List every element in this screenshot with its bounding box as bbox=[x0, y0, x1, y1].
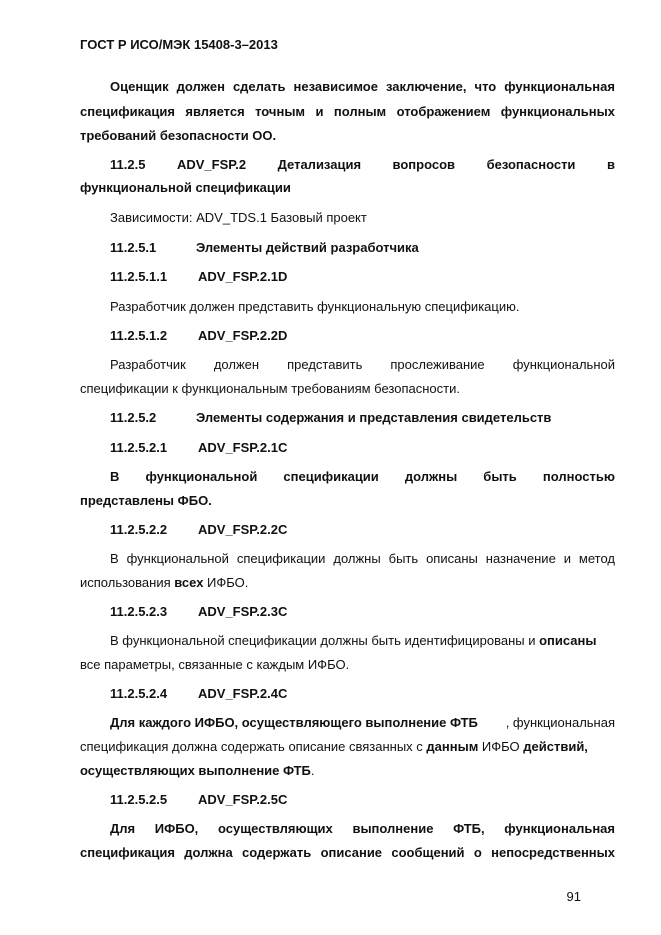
heading-number: 11.2.5.2.5 bbox=[110, 792, 168, 807]
text-run: ИФБО. bbox=[203, 575, 249, 590]
para-11-2-5-2-5-line2 bbox=[80, 845, 615, 861]
text-run: использования bbox=[80, 575, 175, 590]
word: заключение, bbox=[385, 79, 467, 94]
para1-line1 bbox=[110, 79, 615, 95]
text-run-bold: данным bbox=[426, 739, 479, 754]
heading-11-2-5-2-5 bbox=[110, 792, 287, 808]
word: представить bbox=[287, 357, 363, 372]
word: функциональной bbox=[512, 357, 615, 372]
word: В bbox=[110, 469, 120, 484]
word: полностью bbox=[542, 469, 615, 484]
heading-title: ADV_FSP.2.1C bbox=[198, 440, 288, 455]
heading-title: ADV_FSP.2.2D bbox=[198, 328, 288, 343]
heading-title: ADV_FSP.2.1D bbox=[198, 269, 288, 284]
word: ADV_FSP.2 bbox=[176, 157, 247, 172]
text-run: , функциональная bbox=[505, 715, 615, 730]
text-run-bold: осуществляющих выполнение ФТБ bbox=[80, 763, 311, 778]
word: в bbox=[606, 157, 615, 172]
para-11-2-5-2-2-line1: В функциональной спецификации должны быть описаны назначение и метод bbox=[110, 551, 615, 566]
para1-line3: требований безопасности ОО. bbox=[80, 128, 277, 143]
word: точным bbox=[255, 104, 306, 119]
word: безопасности bbox=[486, 157, 576, 172]
word: содержать bbox=[242, 845, 312, 860]
heading-11-2-5-2 bbox=[110, 410, 551, 426]
para-11-2-5-2-4-line3 bbox=[80, 763, 315, 779]
heading-11-2-5-1-1 bbox=[110, 269, 287, 285]
word: сообщений bbox=[391, 845, 465, 860]
word: Оценщик bbox=[110, 79, 169, 94]
word: полным bbox=[333, 104, 387, 119]
text-run-bold: Для каждого ИФБО, осуществляющего выполнение ФТБ bbox=[110, 715, 478, 730]
word: спецификации bbox=[283, 469, 379, 484]
heading-number: 11.2.5.1 bbox=[110, 240, 157, 255]
word: осуществляющих bbox=[217, 821, 333, 836]
word: функциональная bbox=[504, 79, 615, 94]
heading-title: Элементы действий разработчика bbox=[196, 240, 419, 255]
heading-title: ADV_FSP.2.3C bbox=[198, 604, 288, 619]
word: сделать bbox=[232, 79, 286, 94]
heading-title: ADV_FSP.2.5C bbox=[198, 792, 288, 807]
text-run: ИФБО bbox=[478, 739, 524, 754]
word: ИФБО, bbox=[154, 821, 199, 836]
heading-number: 11.2.5.2 bbox=[110, 410, 157, 425]
heading-title: ADV_FSP.2.4C bbox=[198, 686, 288, 701]
para-11-2-5-2-2-line2 bbox=[80, 575, 248, 591]
heading-11-2-5-2-2 bbox=[110, 522, 287, 538]
word: описание bbox=[320, 845, 383, 860]
heading-number: 11.2.5.1.2 bbox=[110, 328, 168, 343]
word: что bbox=[474, 79, 497, 94]
word: вопросов bbox=[392, 157, 456, 172]
word: Для bbox=[110, 821, 136, 836]
word: непосредственных bbox=[491, 845, 615, 860]
word: должен bbox=[176, 79, 225, 94]
heading-number: 11.2.5.2.2 bbox=[110, 522, 168, 537]
para-11-2-5-2-1-line2: представлены ФБО. bbox=[80, 493, 212, 508]
word: Детализация bbox=[277, 157, 362, 172]
section-11-2-5-heading bbox=[110, 157, 615, 173]
word: независимое bbox=[293, 79, 378, 94]
heading-11-2-5-1 bbox=[110, 240, 419, 256]
dependencies-text: Зависимости: ADV_TDS.1 Базовый проект bbox=[110, 210, 367, 225]
word: функциональная bbox=[504, 821, 615, 836]
text-run-bold: всех bbox=[174, 575, 204, 590]
text-run: В функциональной спецификации должны быть идентифицированы и bbox=[110, 633, 540, 648]
heading-number: 11.2.5.2.4 bbox=[110, 686, 168, 701]
heading-11-2-5-2-3 bbox=[110, 604, 287, 620]
word: отображением bbox=[396, 104, 491, 119]
para-11-2-5-2-4-line2 bbox=[80, 739, 588, 755]
para-11-2-5-2-3-line2: все параметры, связанные с каждым ИФБО. bbox=[80, 657, 350, 672]
heading-title: ADV_FSP.2.2C bbox=[198, 522, 288, 537]
heading-11-2-5-2-4 bbox=[110, 686, 287, 702]
text-run-bold: действий, bbox=[523, 739, 588, 754]
para1-line2 bbox=[80, 104, 615, 120]
word: должен bbox=[213, 357, 260, 372]
para-11-2-5-1-2-line1 bbox=[110, 357, 615, 373]
para-11-2-5-2-1-line1 bbox=[110, 469, 615, 485]
document-header: ГОСТ Р ИСО/МЭК 15408-3–2013 bbox=[80, 37, 278, 52]
word: прослеживание bbox=[390, 357, 485, 372]
word: должны bbox=[404, 469, 458, 484]
word: функциональных bbox=[500, 104, 615, 119]
heading-number: 11.2.5.2.3 bbox=[110, 604, 168, 619]
text-run: . bbox=[310, 763, 315, 778]
word: должна bbox=[184, 845, 233, 860]
para-11-2-5-1-2-line2: спецификации к функциональным требованиям безопасности. bbox=[80, 381, 460, 396]
para-11-2-5-1-1: Разработчик должен представить функциональную спецификацию. bbox=[110, 299, 520, 314]
section-11-2-5-heading-line2: функциональной спецификации bbox=[80, 180, 291, 195]
word: функциональной bbox=[145, 469, 258, 484]
word: ФТБ, bbox=[453, 821, 485, 836]
word: спецификация bbox=[80, 104, 175, 119]
para-11-2-5-2-3-line1 bbox=[110, 633, 596, 649]
word: о bbox=[473, 845, 482, 860]
heading-number: 11.2.5.2.1 bbox=[110, 440, 168, 455]
word: быть bbox=[483, 469, 517, 484]
word: и bbox=[315, 104, 324, 119]
heading-number: 11.2.5.1.1 bbox=[110, 269, 168, 284]
heading-11-2-5-2-1 bbox=[110, 440, 287, 456]
para-11-2-5-2-4-line1 bbox=[110, 715, 615, 731]
para-11-2-5-2-5-line1 bbox=[110, 821, 615, 837]
word: спецификация bbox=[80, 845, 175, 860]
word: 11.2.5 bbox=[110, 157, 146, 172]
text-run: спецификация должна содержать описание связанных с bbox=[80, 739, 427, 754]
word: Разработчик bbox=[110, 357, 186, 372]
heading-11-2-5-1-2 bbox=[110, 328, 287, 344]
word: выполнение bbox=[352, 821, 434, 836]
page-number: 91 bbox=[566, 889, 581, 904]
text-run-bold: описаны bbox=[539, 633, 597, 648]
word: является bbox=[185, 104, 245, 119]
heading-title: Элементы содержания и представления свидетельств bbox=[196, 410, 552, 425]
